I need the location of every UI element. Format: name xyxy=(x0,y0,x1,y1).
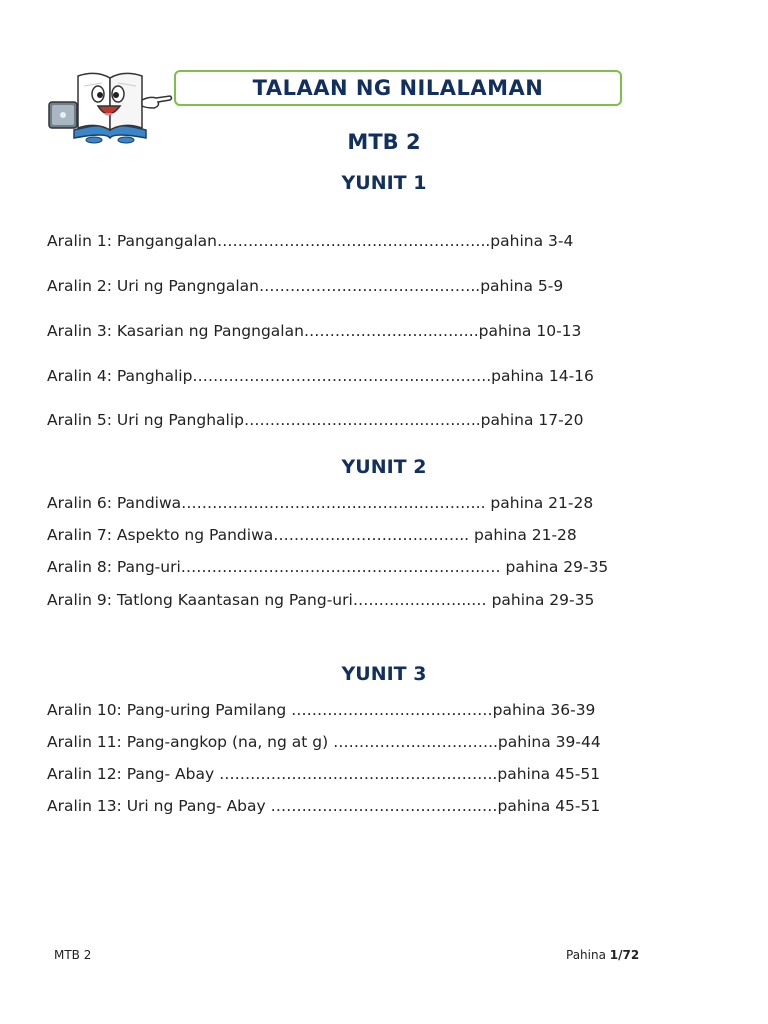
footer-subject: MTB 2 xyxy=(54,948,92,962)
page-title: TALAAN NG NILALAMAN xyxy=(252,76,544,100)
title-banner xyxy=(174,70,622,106)
toc-entry: Aralin 1: Pangangalan……………………………………………..pahina 3-4 xyxy=(47,232,574,250)
toc-entry: Aralin 3: Kasarian ng Pangngalan……………………..……..pahina 10-13 xyxy=(47,322,582,340)
unit-heading: YUNIT 3 xyxy=(341,663,427,685)
toc-entry: Aralin 8: Pang-uri…………………………………………………..… pahina 29-35 xyxy=(47,558,609,576)
page-number-prefix: Pahina xyxy=(566,948,610,962)
toc-entry: Aralin 9: Tatlong Kaantasan ng Pang-uri…………………..… pahina 29-35 xyxy=(47,591,595,609)
toc-entry: Aralin 12: Pang- Abay ……………………………………….……..pahina 45-51 xyxy=(47,765,601,783)
page-number-current: 1 xyxy=(609,948,619,962)
page-number xyxy=(566,948,639,962)
toc-entry: Aralin 4: Panghalip……………………………………..…………..pahina 14-16 xyxy=(47,367,594,385)
toc-entry: Aralin 7: Aspekto ng Pandiwa……………………………….. pahina 21-28 xyxy=(47,526,577,544)
page-number-total: /72 xyxy=(618,948,640,962)
subject-heading: MTB 2 xyxy=(347,130,421,154)
toc-entry: Aralin 13: Uri ng Pang- Abay …………………………………..…pahina 45-51 xyxy=(47,797,601,815)
toc-entry: Aralin 11: Pang-angkop (na, ng at g) …………………………..pahina 39-44 xyxy=(47,733,601,751)
toc-entry: Aralin 6: Pandiwa………………………………………………….. pahina 21-28 xyxy=(47,494,594,512)
toc-entry: Aralin 10: Pang-uring Pamilang …………………………………pahina 36-39 xyxy=(47,701,596,719)
toc-entry: Aralin 2: Uri ng Pangngalan……………………………..……..pahina 5-9 xyxy=(47,277,564,295)
toc-entry: Aralin 5: Uri ng Panghalip……………………………..………..pahina 17-20 xyxy=(47,411,584,429)
unit-heading: YUNIT 1 xyxy=(341,172,427,194)
unit-heading: YUNIT 2 xyxy=(341,456,427,478)
